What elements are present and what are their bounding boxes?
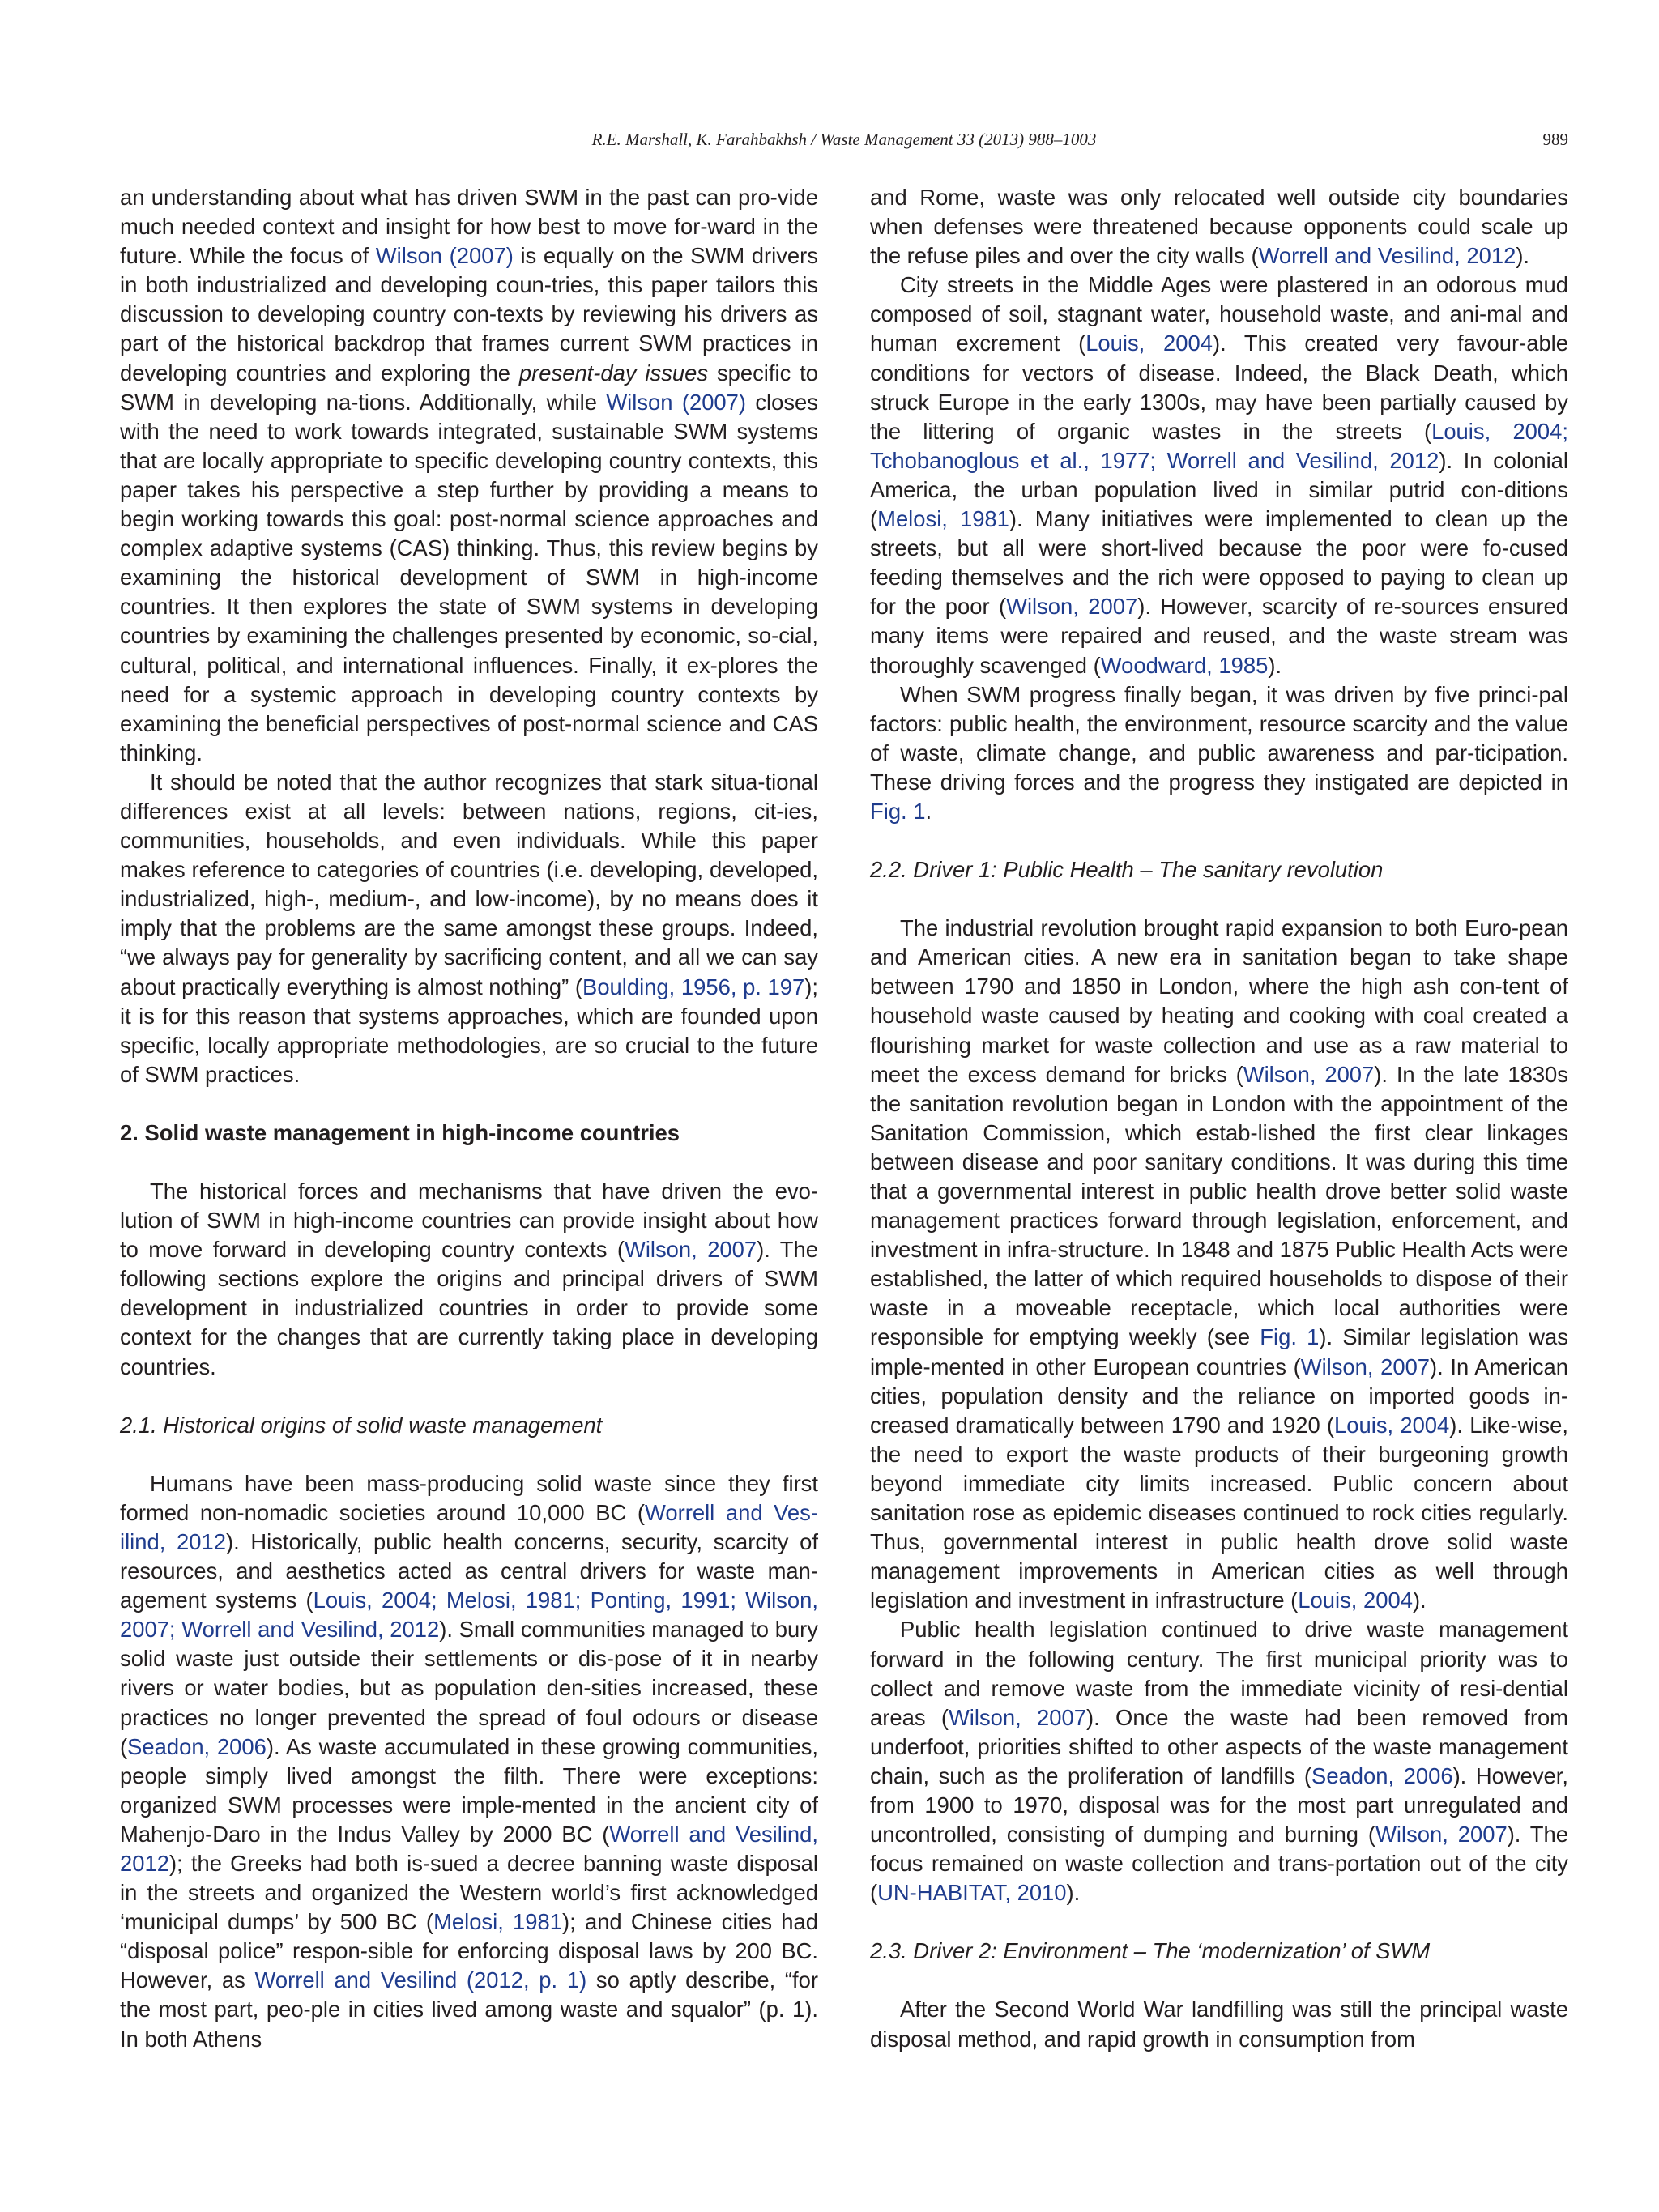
- paragraph: Public health legislation continued to drive waste management forward in the following century. The first municipal priority was to collect and remove waste from the immediate vicinity of resi-dential areas (Wilson, 2007). Once the waste had been removed from underfoot, priorities shifted to other aspects of the waste management chain, such as the proliferation of landfills (Seadon, 2006). However, from 1900 to 1970, disposal was for the most part unregulated and uncontrolled, consisting of dumping and burning (Wilson, 2007). The focus remained on waste collection and trans-portation out of the city (UN-HABITAT, 2010).: [870, 1617, 1569, 1906]
- right-column: [870, 183, 1568, 2054]
- citation-link[interactable]: Wilson, 2007: [948, 1704, 1086, 1730]
- page-number: 989: [1542, 130, 1568, 149]
- citation-link[interactable]: Melosi, 1981: [433, 1909, 562, 1935]
- citation-link[interactable]: Seadon, 2006: [127, 1733, 267, 1759]
- paragraph: The historical forces and mechanisms that have driven the evo-lution of SWM in high-income countries can provide insight about how to move forward in developing country contexts (Wilson, 2007). The following sections explore the origins and principal drivers of SWM development in industrialized countries in order to provide some context for the changes that are currently taking place in developing countries.: [120, 1178, 819, 1379]
- citation-link[interactable]: Seadon, 2006: [1311, 1762, 1453, 1788]
- citation-link[interactable]: Melosi, 1981: [877, 506, 1009, 532]
- subsection-heading: 2.3. Driver 2: Environment – The ‘modernization’ of SWM: [870, 1938, 1431, 1964]
- citation-link[interactable]: UN-HABITAT, 2010: [877, 1880, 1067, 1906]
- citation-link[interactable]: Louis, 2004: [1334, 1412, 1450, 1438]
- figure-link[interactable]: Fig. 1: [1260, 1324, 1320, 1350]
- citation-link[interactable]: Louis, 2004; Tchobanoglous et al., 1977; Worrell and Vesilind, 2012: [870, 418, 1568, 473]
- citation-link[interactable]: Louis, 2004: [1085, 330, 1213, 356]
- paragraph: City streets in the Middle Ages were plastered in an odorous mud composed of soil, stagnant water, household waste, and ani-mal and human excrement (Louis, 2004). This created very favour-able conditions for vectors of disease. Indeed, the Black Death, which struck Europe in the early 1300s, may have been partially caused by the littering of organic wastes in the streets (Louis, 2004; Tchobanoglous et al., 1977; Worrell and Vesilind, 2012). In colonial America, the urban population lived in similar putrid con-ditions (Melosi, 1981). Many initiatives were implemented to clean up the streets, but all were short-lived because the poor were fo-cused feeding themselves and the rich were opposed to paying to clean up for the poor (Wilson, 2007). However, scarcity of re-sources ensured many items were repaired and reused, and the waste stream was thoroughly scavenged (Woodward, 1985).: [870, 272, 1569, 678]
- paragraph: The industrial revolution brought rapid expansion to both Euro-pean and American cities. A new era in sanitation began to take shape between 1790 and 1850 in London, where the high ash con-tent of household waste caused by heating and cooking with coal created a flourishing market for waste collection and use as a raw material to meet the excess demand for bricks (Wilson, 2007). In the late 1830s the sanitation revolution began in London with the appointment of the Sanitation Commission, which estab-lished the first clear linkages between disease and poor sanitary conditions. It was during this time that a governmental interest in public health drove better solid waste management practices forward through legislation, enforcement, and investment in infra-structure. In 1848 and 1875 Public Health Acts were established, the latter of which required households to dispose of their waste in a moveable receptacle, which local authorities were responsible for emptying weekly (see Fig. 1). Similar legislation was imple-mented in other European countries (Wilson, 2007). In American cities, population density and the reliance on imported goods in-creased dramatically between 1790 and 1920 (Louis, 2004). Like-wise, the need to export the waste products of their burgeoning growth beyond immediate city limits increased. Public concern about sanitation rose as epidemic diseases continued to rock cities regularly. Thus, governmental interest in public health drove solid waste management improvements in American cities as well through legislation and investment in infrastructure (Louis, 2004).: [870, 915, 1568, 1613]
- citation-link[interactable]: Wilson (2007): [606, 389, 747, 415]
- citation-link[interactable]: Woodward, 1985: [1100, 652, 1269, 678]
- citation-link[interactable]: Worrell and Ves-ilind, 2012: [120, 1499, 818, 1554]
- figure-link[interactable]: Fig. 1: [870, 798, 926, 824]
- paragraph: After the Second World War landfilling was still the principal waste disposal method, and rapid growth in consumption from: [870, 1997, 1568, 2052]
- page-header: [120, 130, 1568, 162]
- citation-link[interactable]: Boulding, 1956, p. 197: [582, 974, 805, 999]
- citation-link[interactable]: Worrell and Vesilind, 2012: [1258, 243, 1516, 269]
- citation-link[interactable]: Wilson, 2007: [624, 1237, 757, 1263]
- citation-link[interactable]: Worrell and Vesilind (2012, p. 1): [254, 1967, 587, 1993]
- paragraph: It should be noted that the author recognizes that stark situa-tional differences exist at all levels: between nations, regions, cit-ies, communities, households, and even individuals. While this paper makes reference to categories of countries (i.e. developing, developed, industrialized, high-, medium-, and low-income), by no means does it imply that the problems are the same amongst these groups. Indeed, “we always pay for generality by sacrificing content, and all we can say about practically everything is almost nothing” (Boulding, 1956, p. 197); it is for this reason that systems approaches, which are founded upon specific, locally appropriate methodologies, are so crucial to the future of SWM practices.: [120, 769, 818, 1087]
- paragraph: and Rome, waste was only relocated well outside city boundaries when defenses were threatened because opponents could scale up the refuse piles and over the city walls (Worrell and Vesilind, 2012).: [870, 185, 1568, 269]
- citation-link[interactable]: Wilson, 2007: [1375, 1822, 1508, 1848]
- section-heading: 2. Solid waste management in high-income countries: [120, 1119, 680, 1145]
- subsection-heading: 2.2. Driver 1: Public Health – The sanitary revolution: [870, 857, 1384, 883]
- citation-link[interactable]: Wilson, 2007: [1300, 1353, 1431, 1379]
- paragraph: an understanding about what has driven SWM in the past can pro-vide much needed context and insight for how best to move for-ward in the future. While the focus of Wilson (2007) is equally on the SWM drivers in both industrialized and developing coun-tries, this paper tailors this discussion to developing country con-texts by reviewing his drivers as part of the historical backdrop that frames current SWM practices in developing countries and exploring the present-day issues specific to SWM in developing na-tions. Additionally, while Wilson (2007) closes with the need to work towards integrated, sustainable SWM systems that are locally appropriate to specific developing country contexts, this paper takes his perspective a step further by providing a means to begin working towards this goal: post-normal science approaches and complex adaptive systems (CAS) thinking. Thus, this review begins by examining the historical development of SWM in high-income countries. It then explores the state of SWM systems in developing countries by examining the challenges presented by economic, so-cial, cultural, political, and international influences. Finally, it ex-plores the need for a systemic approach in developing country contexts by examining the beneficial perspectives of post-normal science and CAS thinking.: [120, 185, 818, 765]
- citation-link[interactable]: Louis, 2004: [1298, 1588, 1413, 1613]
- paragraph: Humans have been mass-producing solid waste since they first formed non-nomadic societies around 10,000 BC (Worrell and Ves-ilind, 2012). Historically, public health concerns, security, scarcity of resources, and aesthetics acted as central drivers for waste man-agement systems (Louis, 2004; Melosi, 1981; Ponting, 1991; Wilson, 2007; Worrell and Vesilind, 2012). Small communities managed to bury solid waste just outside their settlements or dis-pose of it in nearby rivers or water bodies, but as population den-sities increased, these practices no longer prevented the spread of foul odours or disease (Seadon, 2006). As waste accumulated in these growing communities, people simply lived amongst the filth. There were exceptions: organized SWM processes were imple-mented in the ancient city of Mahenjo-Daro in the Indus Valley by 2000 BC (Worrell and Vesilind, 2012); the Greeks had both is-sued a decree banning waste disposal in the streets and organized the Western world’s first acknowledged ‘municipal dumps’ by 500 BC (Melosi, 1981); and Chinese cities had “disposal police” respon-sible for enforcing disposal laws by 200 BC. However, as Worrell and Vesilind (2012, p. 1) so aptly describe, “for the most part, peo-ple in cities lived among waste and squalor” (p. 1). In both Athens: [120, 1470, 819, 2052]
- citation-link[interactable]: Worrell and Vesilind, 2012: [120, 1821, 818, 1876]
- citation-link[interactable]: Louis, 2004; Melosi, 1981; Ponting, 1991; Wilson, 2007; Worrell and Vesilind, 2012: [120, 1588, 818, 1643]
- paragraph: When SWM progress finally began, it was driven by five princi-pal factors: public health, the environment, resource scarcity and the value of waste, climate change, and public awareness and par-ticipation. These driving forces and the progress they instigated are depicted in Fig. 1.: [870, 681, 1568, 824]
- running-head: R.E. Marshall, K. Farahbakhsh / Waste Management 33 (2013) 988–1003: [591, 130, 1097, 149]
- citation-link[interactable]: Wilson, 2007: [1243, 1061, 1375, 1087]
- subsection-heading: 2.1. Historical origins of solid waste management: [120, 1412, 603, 1438]
- citation-link[interactable]: Wilson, 2007: [1006, 594, 1138, 620]
- left-column: [120, 183, 818, 2054]
- citation-link[interactable]: Wilson (2007): [375, 243, 514, 269]
